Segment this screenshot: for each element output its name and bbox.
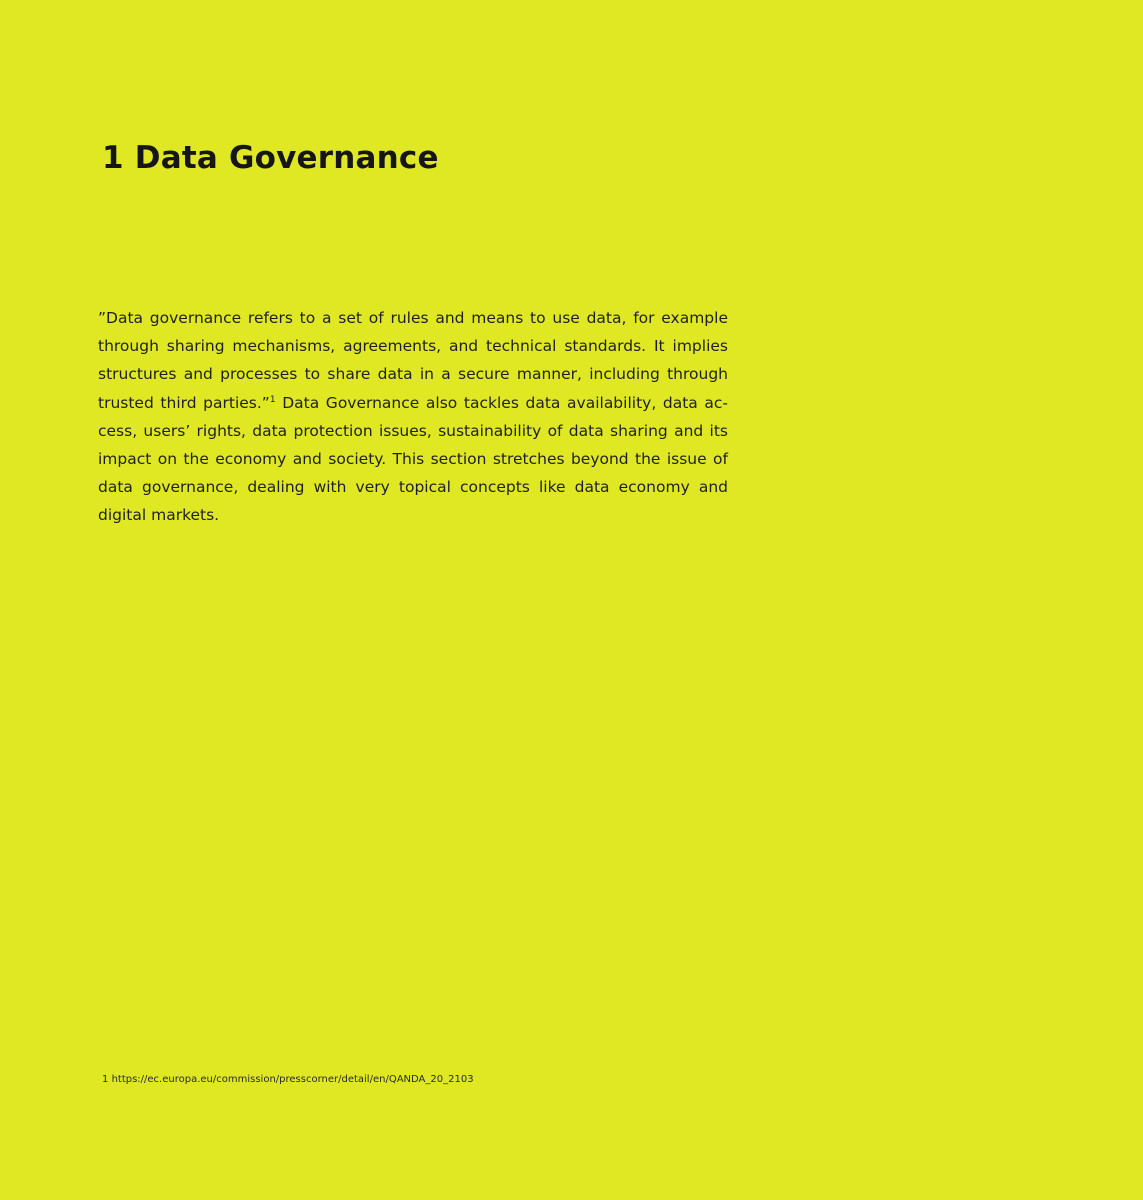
footnote-number: 1 <box>102 1074 109 1085</box>
quote-text: ”Data governance refers to a set of rules and means to use data, for example through sharing mechanisms, agreements, and technical standards. It implies structures and processes to share data in a secure manner, including through trusted third parties.” <box>98 309 728 412</box>
section-heading: 1 Data Governance <box>102 140 439 176</box>
footnote-ref[interactable]: 1 <box>269 394 276 405</box>
footnote-link[interactable]: https://ec.europa.eu/commission/presscorner/detail/en/QANDA_20_2103 <box>111 1074 474 1085</box>
continuation-text: Data Governance also tackles data availability, data ac-cess, users’ rights, data protection issues, sustainability of data sharing and its impact on the economy and society. This section stretches beyond the issue of data governance, dealing with very topical concepts like data economy and digital markets. <box>98 393 728 525</box>
footnote <box>102 1073 474 1087</box>
body-paragraph <box>98 304 728 530</box>
